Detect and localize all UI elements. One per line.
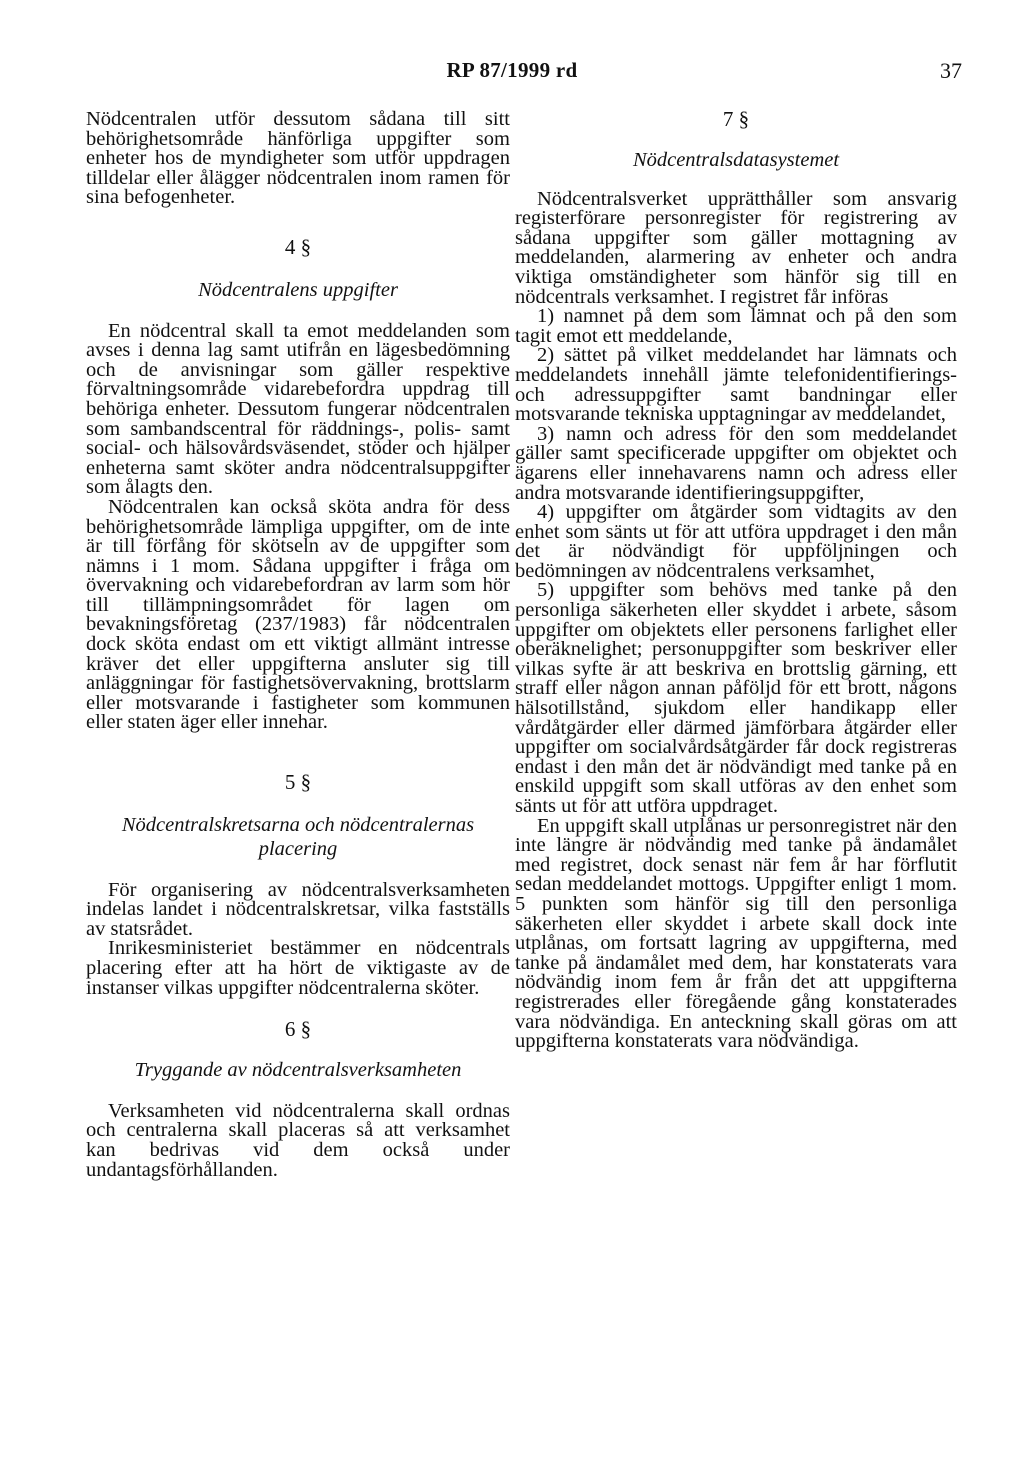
page-number: 37	[940, 58, 962, 83]
left-column	[86, 110, 510, 1180]
list-item: 5) uppgifter som behövs med tanke på den personliga säkerheten eller skyddet i arbete, såsom uppgifter om objektets eller personens farlighet eller oberäknelighet; personuppgifter som beskriver eller vilkas syfte är att beskriva en brottslig gärning, ett straff eller någon annan påföljd för ett brott, någons hälsotillstånd, sjukdom eller handikapp eller vårdåtgärder eller därmed jämförbara åtgärder eller uppgifter om socialvårdsåtgärder får dock registreras endast i den mån det är nödvändigt med tanke på en enskild uppgift som skall utföras av den enhet som sänts ut för att utföra uppdraget.	[515, 579, 957, 817]
paragraph: Nödcentralsverket upprätthåller som ansvarig registerförare personregister för registrering av sådana uppgifter som gäller mottagning av meddelanden, alarmering av enheter och andra viktiga omständigheter som hänför sig till en nödcentrals verksamhet. I registret får införas	[515, 187, 957, 308]
list-item: 3) namn och adress för den som meddelandet gäller samt specificerade uppgifter om objektet och ägarens eller innehavarens namn och adress eller andra motsvarande identifieringsuppgifter,	[515, 422, 957, 504]
section-title: Nödcentralens uppgifter	[198, 278, 398, 301]
section-title: Nödcentralsdatasystemet	[632, 148, 840, 171]
paragraph: Inrikesministeriet bestämmer en nödcentrals placering efter att ha hört de viktigaste av de instanser vilkas uppgifter nödcentralerna sköter.	[86, 937, 510, 999]
paragraph: En nödcentral skall ta emot meddelanden som avses i denna lag samt utifrån en lägesbedömning och de anvisningar som gäller respektive förvaltningsområde vidarebefordra uppdrag till behöriga enheter. Dessutom fungerar nödcentralen som sambandscentral för räddnings-, polis- samt social- och hälsovårdsväsendet, stöder och hjälper enheterna samt sköter andra nödcentralsuppgifter som ålagts den.	[86, 319, 510, 499]
section-number: 7 §	[722, 107, 750, 131]
section-number: 4 §	[284, 234, 312, 259]
list-item: 4) uppgifter om åtgärder som vidtagits av den enhet som sänts ut för att utföra uppdraget i den mån det är nödvändigt för uppföljningen och bedömningen av nödcentralens verksamhet,	[515, 501, 957, 582]
section-number: 5 §	[284, 770, 312, 795]
paragraph: Nödcentralen utför dessutom sådana till sitt behörighetsområde hänförliga uppgifter som enheter hos de myndigheter som utför uppdragen tilldelar eller ålägger nödcentralen inom ramen för sina befogenheter.	[86, 108, 510, 209]
section-title: Tryggande av nödcentralsverksamheten	[134, 1058, 462, 1081]
list-item: 2) sättet på vilket meddelandet har lämnats och meddelandets innehåll jämte telefonidentifierings- och adressuppgifter samt bandningar eller motsvarande tekniska upptagningar av meddelandet,	[515, 344, 957, 426]
right-column	[515, 107, 957, 1053]
document-id: RP 87/1999 rd	[446, 58, 578, 82]
page-header	[0, 58, 1024, 88]
paragraph: Nödcentralen kan också sköta andra för dess behörighetsområde lämpliga uppgifter, om de inte är till förfång för skötseln av de uppgifter som nämns i 1 mom. Sådana uppgifter i fråga om övervakning och vidarebefordran av larm som hör till tillämpningsområdet för lagen om bevakningsföretag (237/1983) får nödcentralen dock sköta endast om ett viktigt allmänt intresse kräver det eller uppgifterna ansluter sig till anläggningar för fastighetsövervakning, brottslarm eller motsvarande i fastigheter som kommunen eller staten äger eller innehar.	[86, 495, 510, 734]
section-number: 6 §	[284, 1017, 312, 1042]
paragraph: För organisering av nödcentralsverksamheten indelas landet i nödcentralskretsar, vilka fastställs av statsrådet.	[86, 878, 510, 940]
section-title: Nödcentralskretsarna och nödcentralernas placering	[121, 813, 475, 860]
paragraph: Verksamheten vid nödcentralerna skall ordnas och centralerna skall placeras så att verksamhet kan bedrivas vid dem också under undantagsförhållanden.	[86, 1099, 510, 1181]
paragraph: En uppgift skall utplånas ur personregistret när den inte längre är nödvändig med tanke på ändamålet med registret, dock senast när fem år har förflutit sedan meddelandet mottogs. Uppgifter enligt 1 mom. 5 punkten som hänför sig till den personliga säkerheten eller skyddet i arbete skall dock inte utplånas, om fortsatt lagring av uppgifterna, med tanke på ändamålet med dem, har konstaterats vara nödvändig inom fem år från det att uppgifterna registrerades eller föregående gång konstaterades vara nödvändiga. En anteckning skall göras om att uppgifterna konstaterats vara nödvändiga.	[515, 814, 957, 1053]
list-item: 1) namnet på dem som lämnat och på den som tagit emot ett meddelande,	[515, 305, 957, 347]
